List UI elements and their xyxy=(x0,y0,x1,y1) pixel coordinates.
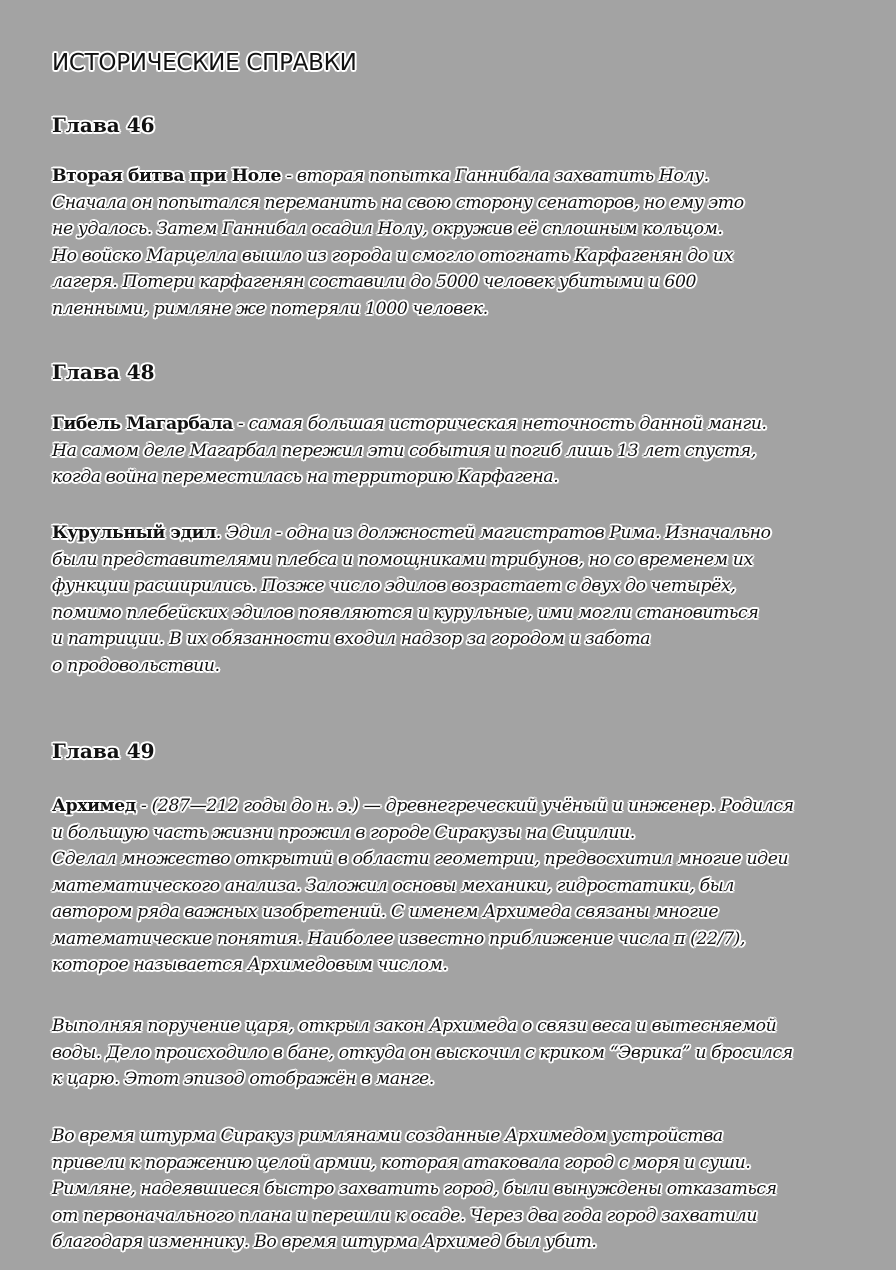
chapter-46-heading: Глава 46 xyxy=(52,113,155,137)
note-line: Сначала он попытался переманить на свою сторону сенаторов, но ему это xyxy=(52,192,744,213)
note-line: и большую часть жизни прожил в городе Сиракузы на Сицилии. xyxy=(52,822,635,843)
note-text: - вторая попытка Ганнибала захватить Нолу. xyxy=(281,166,709,186)
note-line: лагеря. Потери карфагенян составили до 5000 человек убитыми и 600 xyxy=(52,272,697,292)
note-first-line xyxy=(52,411,852,438)
note-line: пленными, римляне же потеряли 1000 человек. xyxy=(52,298,488,319)
page-title: ИСТОРИЧЕСКИЕ СПРАВКИ xyxy=(52,50,357,76)
note-line: были представителями плебса и помощниками трибунов, но со временем их xyxy=(52,549,753,570)
note-archimedes xyxy=(52,793,852,979)
note-line: о продовольствии. xyxy=(52,655,220,676)
note-line: Но войско Марцелла вышло из города и смогло отогнать Карфагенян до их xyxy=(52,245,733,266)
note-first-line xyxy=(52,520,852,547)
note-line: Римляне, надеявшиеся быстро захватить город, были вынуждены отказаться xyxy=(52,1179,777,1199)
note-first-line xyxy=(52,163,852,190)
note-line: которое называется Архимедовым числом. xyxy=(52,955,448,975)
note-line: Сделал множество открытий в области геометрии, предвосхитил многие идеи xyxy=(52,849,789,869)
note-term: Вторая битва при Ноле xyxy=(52,166,282,186)
note-archimedes-law xyxy=(52,1013,852,1093)
note-line: На самом деле Магарбал пережил эти события и погиб лишь 13 лет спустя, xyxy=(52,440,756,461)
note-line: помимо плебейских эдилов появляются и курульные, ими могли становиться xyxy=(52,602,759,623)
note-text: . Эдил - одна из должностей магистратов Рима. Изначально xyxy=(215,523,771,543)
note-maharbal-death xyxy=(52,411,852,491)
note-text: - (287—212 годы до н. э.) — древнегреческий учёный и инженер. Родился xyxy=(135,796,794,816)
note-line: математические понятия. Наиболее известно приближение числа π (22/7), xyxy=(52,928,746,949)
note-line: автором ряда важных изобретений. С именем Архимеда связаны многие xyxy=(52,902,719,922)
note-line: Во время штурма Сиракуз римлянами созданные Архимедом устройства xyxy=(52,1126,723,1146)
note-line: Выполняя поручение царя, открыл закон Архимеда о связи веса и вытесняемой xyxy=(52,1016,777,1036)
note-text: - самая большая историческая неточность данной манги. xyxy=(232,414,767,434)
note-term: Гибель Магарбала xyxy=(52,414,233,434)
note-line: воды. Дело происходило в бане, откуда он выскочил с криком “Эврика” и бросился xyxy=(52,1042,793,1063)
note-line: не удалось. Затем Ганнибал осадил Нолу, окружив её сплошным кольцом. xyxy=(52,219,723,239)
note-line: благодаря изменнику. Во время штурма Архимед был убит. xyxy=(52,1232,597,1252)
note-line: математического анализа. Заложил основы механики, гидростатики, был xyxy=(52,875,734,896)
note-line: привели к поражению целой армии, которая атаковала город с моря и суши. xyxy=(52,1152,751,1173)
note-term: Курульный эдил xyxy=(52,523,216,543)
chapter-48-heading: Глава 48 xyxy=(52,360,155,384)
note-siege-syracuse xyxy=(52,1123,852,1256)
note-line: к царю. Этот эпизод отображён в манге. xyxy=(52,1069,434,1089)
note-line: и патриции. В их обязанности входил надзор за городом и забота xyxy=(52,629,651,649)
chapter-49-heading: Глава 49 xyxy=(52,739,155,763)
note-line: от первоначального плана и перешли к осаде. Через два года город захватили xyxy=(52,1205,758,1226)
note-second-battle-nola xyxy=(52,163,852,322)
note-line: функции расширились. Позже число эдилов возрастает с двух до четырёх, xyxy=(52,576,736,596)
note-term: Архимед xyxy=(52,796,136,816)
note-curule-aedile xyxy=(52,520,852,679)
note-first-line xyxy=(52,793,852,820)
note-line: когда война переместилась на территорию Карфагена. xyxy=(52,467,559,487)
